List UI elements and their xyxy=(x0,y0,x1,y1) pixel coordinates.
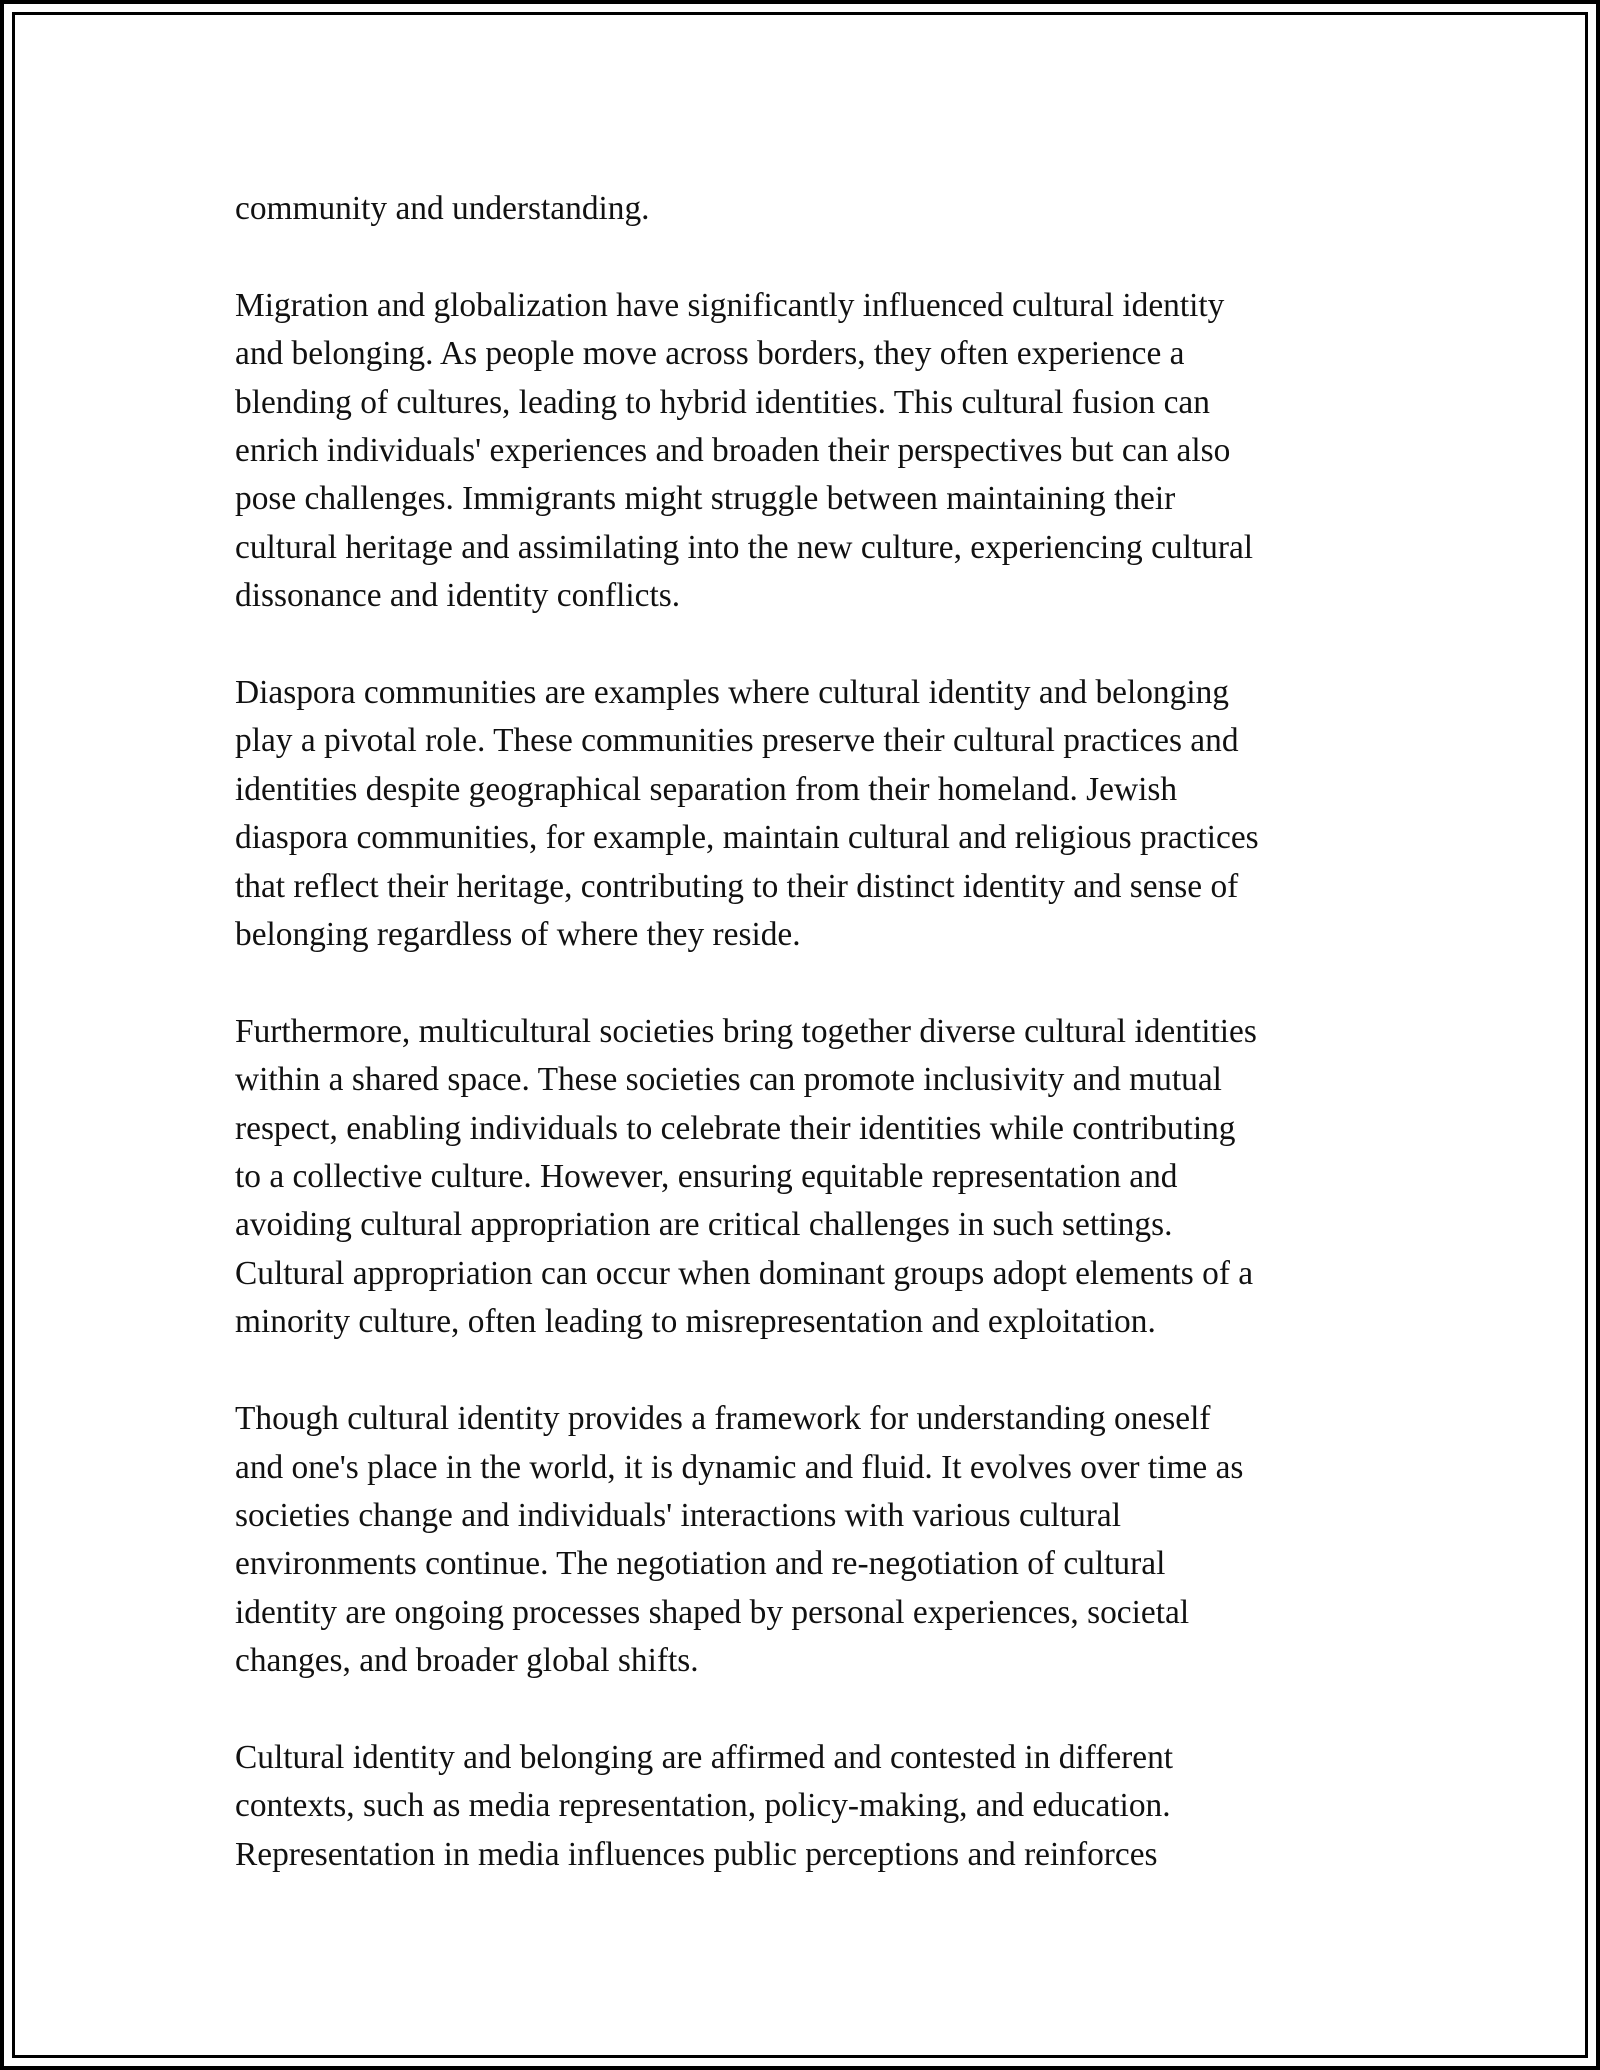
paragraph-3: Diaspora communities are examples where cultural identity and belonging play a pivotal role. These communities preserve their cultural practices and identities despite geographical separation from their homeland. Jewish diaspora communities, for example, maintain cultural and religious practices that reflect their heritage, contributing to their distinct identity and sense of belonging regardless of where they reside. xyxy=(235,674,1259,954)
paragraph-2: Migration and globalization have significantly influenced cultural identity and belonging. As people move across borders, they often experience a blending of cultures, leading to hybrid identities. This cultural fusion can enrich individuals' experiences and broaden their perspectives but can also pose challenges. Immigrants might struggle between maintaining their cultural heritage and assimilating into the new culture, experiencing cultural dissonance and identity conflicts. xyxy=(235,286,1254,615)
paragraph-5: Though cultural identity provides a framework for understanding oneself and one's place in the world, it is dynamic and fluid. It evolves over time as societies change and individuals' interactions with various cultural environments continue. The negotiation and re-negotiation of cultural identity are ongoing processes shaped by personal experiences, societal changes, and broader global shifts. xyxy=(235,1400,1244,1680)
paragraph-6: Cultural identity and belonging are affirmed and contested in different contexts, such as media representation, policy-making, and education. Representation in media influences public perceptions and reinforces xyxy=(235,1738,1174,1873)
paragraph-1: community and understanding. xyxy=(235,190,650,227)
paragraph-4: Furthermore, multicultural societies bring together diverse cultural identities within a shared space. These societies can promote inclusivity and mutual respect, enabling individuals to celebrate their identities while contributing to a collective culture. However, ensuring equitable representation and avoiding cultural appropriation are critical challenges in such settings. Cultural appropriation can occur when dominant groups adopt elements of a minority culture, often leading to misrepresentation and exploitation. xyxy=(235,1012,1257,1341)
document-body xyxy=(235,185,1385,1879)
